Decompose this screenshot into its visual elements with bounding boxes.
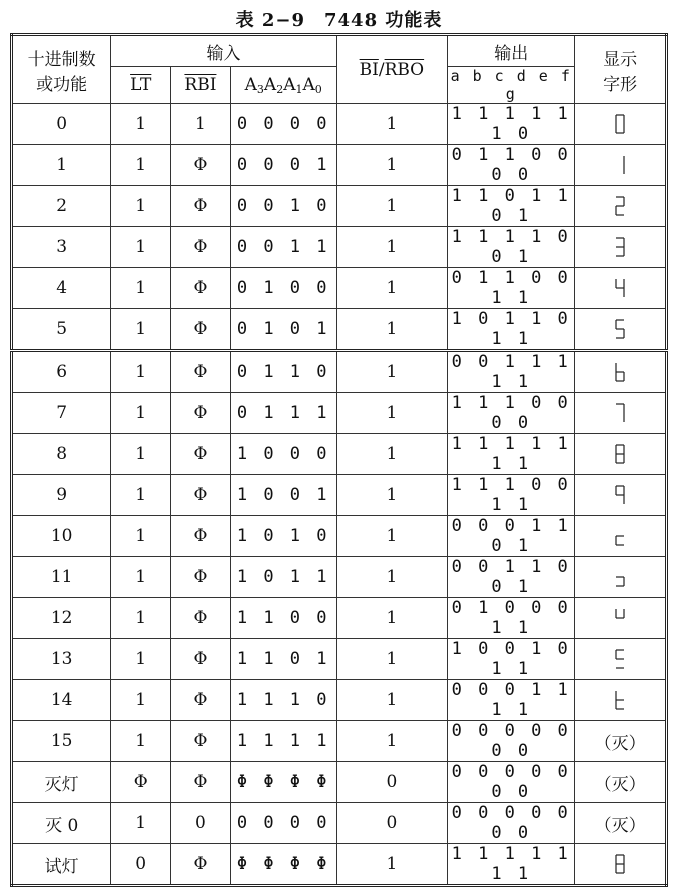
row-bi-rbo: 1 [336, 393, 448, 434]
row-lt: 1 [111, 475, 171, 516]
row-label: 13 [12, 639, 111, 680]
row-label: 7 [12, 393, 111, 434]
table-row [12, 475, 667, 516]
header-inputs: 输入 [111, 35, 336, 67]
row-address: 0 1 0 1 [230, 309, 336, 351]
header-address [230, 67, 336, 104]
row-address: Φ Φ Φ Φ [230, 844, 336, 886]
function-table [10, 33, 668, 887]
row-lt: 1 [111, 557, 171, 598]
row-rbi: Φ [171, 844, 231, 886]
row-label: 灭 0 [12, 803, 111, 844]
row-address: 1 1 1 1 [230, 721, 336, 762]
row-rbi: Φ [171, 516, 231, 557]
row-rbi: Φ [171, 227, 231, 268]
header-rbi-label: $\overline{RBI}$ [184, 75, 217, 95]
seven-segment-glyph [614, 114, 626, 134]
header-rbo: $\overline{RBO}$ [384, 59, 425, 80]
row-display-glyph [575, 639, 667, 680]
row-display-glyph [575, 762, 667, 803]
addr-a1-sub: 1 [295, 82, 303, 96]
row-display-glyph [575, 434, 667, 475]
row-label: 0 [12, 104, 111, 145]
row-outputs: 1 1 1 0 0 1 1 [448, 475, 575, 516]
row-bi-rbo: 1 [336, 309, 448, 351]
row-display-glyph [575, 186, 667, 227]
row-rbi: Φ [171, 145, 231, 186]
row-lt: 1 [111, 680, 171, 721]
row-address: 0 0 0 0 [230, 803, 336, 844]
header-outputs: 输出 [448, 35, 575, 67]
row-address: 0 0 0 1 [230, 145, 336, 186]
row-outputs: 0 1 1 0 0 0 0 [448, 145, 575, 186]
row-display-glyph [575, 227, 667, 268]
addr-a0-sub: 0 [314, 82, 322, 96]
row-bi-rbo: 1 [336, 680, 448, 721]
row-address: 0 1 1 0 [230, 351, 336, 393]
row-bi-rbo: 1 [336, 557, 448, 598]
row-display-glyph [575, 104, 667, 145]
table-row [12, 104, 667, 145]
header-bi-rbo [336, 35, 448, 104]
row-address: 0 0 1 1 [230, 227, 336, 268]
row-outputs: 1 1 0 1 1 0 1 [448, 186, 575, 227]
row-outputs: 1 1 1 1 1 1 1 [448, 844, 575, 886]
row-outputs: 0 0 1 1 0 0 1 [448, 557, 575, 598]
row-address: 0 1 1 1 [230, 393, 336, 434]
row-outputs: 1 0 0 1 0 1 1 [448, 639, 575, 680]
row-outputs: 0 0 0 1 1 0 1 [448, 516, 575, 557]
seven-segment-glyph [614, 237, 626, 257]
table-row [12, 393, 667, 434]
row-rbi: Φ [171, 393, 231, 434]
row-lt: 1 [111, 516, 171, 557]
row-outputs: 0 0 0 0 0 0 0 [448, 721, 575, 762]
table-row [12, 680, 667, 721]
table-body [12, 104, 667, 886]
row-address: 0 0 0 0 [230, 104, 336, 145]
row-rbi: Φ [171, 680, 231, 721]
row-address: 0 1 0 0 [230, 268, 336, 309]
header-bi-sep: / [378, 59, 385, 80]
row-bi-rbo: 0 [336, 762, 448, 803]
header-display [575, 35, 667, 104]
row-bi-rbo: 1 [336, 104, 448, 145]
row-label: 9 [12, 475, 111, 516]
table-row [12, 639, 667, 680]
row-outputs: 1 1 1 0 0 0 0 [448, 393, 575, 434]
table-row [12, 145, 667, 186]
row-bi-rbo: 1 [336, 516, 448, 557]
row-bi-rbo: 0 [336, 803, 448, 844]
row-lt: 1 [111, 721, 171, 762]
row-lt: 1 [111, 803, 171, 844]
row-display-glyph [575, 309, 667, 351]
row-display-glyph [575, 145, 667, 186]
row-label: 14 [12, 680, 111, 721]
header-row-1 [12, 35, 667, 67]
glyph-blank-text: （灭） [594, 774, 646, 795]
row-rbi: Φ [171, 762, 231, 803]
addr-a2-sub: 2 [276, 82, 284, 96]
table-row [12, 268, 667, 309]
row-rbi: 0 [171, 803, 231, 844]
row-address: 0 0 1 0 [230, 186, 336, 227]
row-label: 2 [12, 186, 111, 227]
row-lt: 1 [111, 104, 171, 145]
row-display-glyph [575, 598, 667, 639]
row-label: 11 [12, 557, 111, 598]
seven-segment-glyph [614, 362, 626, 382]
row-display-glyph [575, 721, 667, 762]
row-rbi: Φ [171, 598, 231, 639]
glyph-blank-text: （灭） [594, 815, 646, 836]
seven-segment-glyph [614, 278, 626, 298]
row-lt: 1 [111, 309, 171, 351]
row-bi-rbo: 1 [336, 227, 448, 268]
seven-segment-glyph [614, 690, 626, 710]
row-bi-rbo: 1 [336, 475, 448, 516]
row-address: 1 1 1 0 [230, 680, 336, 721]
row-label: 6 [12, 351, 111, 393]
seven-segment-glyph [614, 567, 626, 587]
row-display-glyph [575, 803, 667, 844]
header-decimal-line2: 或功能 [36, 74, 88, 95]
row-address: 1 1 0 0 [230, 598, 336, 639]
row-lt: 1 [111, 639, 171, 680]
row-lt: 1 [111, 351, 171, 393]
addr-a0: A [302, 74, 315, 95]
row-bi-rbo: 1 [336, 598, 448, 639]
table-row [12, 186, 667, 227]
row-lt: 1 [111, 598, 171, 639]
row-address: 1 0 1 1 [230, 557, 336, 598]
seven-segment-glyph [614, 854, 626, 874]
row-bi-rbo: 1 [336, 639, 448, 680]
header-bi: $\overline{BI}$ [359, 59, 379, 80]
row-label: 1 [12, 145, 111, 186]
table-row [12, 227, 667, 268]
row-rbi: Φ [171, 351, 231, 393]
row-bi-rbo: 1 [336, 268, 448, 309]
row-outputs: 0 0 0 1 1 1 1 [448, 680, 575, 721]
header-rbi [171, 67, 231, 104]
row-outputs: 0 1 1 0 0 1 1 [448, 268, 575, 309]
addr-a1: A [283, 74, 296, 95]
row-address: 1 0 1 0 [230, 516, 336, 557]
row-lt: 0 [111, 844, 171, 886]
table-row [12, 721, 667, 762]
row-lt: 1 [111, 434, 171, 475]
row-outputs: 1 0 1 1 0 1 1 [448, 309, 575, 351]
row-label: 8 [12, 434, 111, 475]
row-rbi: Φ [171, 721, 231, 762]
row-bi-rbo: 1 [336, 186, 448, 227]
table-row [12, 351, 667, 393]
row-address: 1 1 0 1 [230, 639, 336, 680]
row-lt: 1 [111, 186, 171, 227]
row-rbi: Φ [171, 475, 231, 516]
addr-a3-sub: 3 [256, 82, 264, 96]
table-row [12, 762, 667, 803]
row-display-glyph [575, 516, 667, 557]
header-decimal-line1: 十进制数 [27, 49, 96, 70]
row-label: 15 [12, 721, 111, 762]
row-outputs: 0 0 1 1 1 1 1 [448, 351, 575, 393]
seven-segment-glyph [614, 485, 626, 505]
row-outputs: 0 0 0 0 0 0 0 [448, 762, 575, 803]
row-outputs: 1 1 1 1 1 1 0 [448, 104, 575, 145]
row-bi-rbo: 1 [336, 721, 448, 762]
table-row [12, 844, 667, 886]
seven-segment-glyph [614, 196, 626, 216]
row-label: 试灯 [12, 844, 111, 886]
seven-segment-glyph [614, 319, 626, 339]
row-display-glyph [575, 351, 667, 393]
row-display-glyph [575, 844, 667, 886]
row-label: 灭灯 [12, 762, 111, 803]
row-display-glyph [575, 393, 667, 434]
row-lt: 1 [111, 145, 171, 186]
row-rbi: Φ [171, 557, 231, 598]
seven-segment-glyph [614, 155, 626, 175]
row-label: 5 [12, 309, 111, 351]
row-bi-rbo: 1 [336, 434, 448, 475]
row-rbi: 1 [171, 104, 231, 145]
seven-segment-glyph [614, 526, 626, 546]
seven-segment-glyph [614, 608, 626, 628]
header-lt [111, 67, 171, 104]
addr-a2: A [263, 74, 277, 95]
row-outputs: 1 1 1 1 0 0 1 [448, 227, 575, 268]
row-rbi: Φ [171, 309, 231, 351]
row-lt: 1 [111, 227, 171, 268]
row-label: 12 [12, 598, 111, 639]
row-outputs: 0 1 0 0 0 1 1 [448, 598, 575, 639]
addr-a3: A [244, 74, 257, 95]
glyph-blank-text: （灭） [594, 733, 646, 754]
row-lt: 1 [111, 268, 171, 309]
row-address: 1 0 0 0 [230, 434, 336, 475]
row-bi-rbo: 1 [336, 145, 448, 186]
row-address: 1 0 0 1 [230, 475, 336, 516]
row-label: 4 [12, 268, 111, 309]
table-caption: 表 2−9 7448 功能表 [235, 10, 443, 31]
header-decimal-function [12, 35, 111, 104]
row-rbi: Φ [171, 639, 231, 680]
row-display-glyph [575, 475, 667, 516]
row-label: 3 [12, 227, 111, 268]
table-row [12, 557, 667, 598]
row-display-glyph [575, 557, 667, 598]
row-rbi: Φ [171, 268, 231, 309]
row-outputs: 1 1 1 1 1 1 1 [448, 434, 575, 475]
row-rbi: Φ [171, 434, 231, 475]
row-bi-rbo: 1 [336, 844, 448, 886]
seven-segment-glyph [614, 444, 626, 464]
row-rbi: Φ [171, 186, 231, 227]
row-bi-rbo: 1 [336, 351, 448, 393]
table-row [12, 434, 667, 475]
row-lt: Φ [111, 762, 171, 803]
row-display-glyph [575, 268, 667, 309]
row-address: Φ Φ Φ Φ [230, 762, 336, 803]
header-display-line1: 显示 [603, 49, 638, 70]
header-outputs-segments: a b c d e f g [448, 67, 575, 104]
row-display-glyph [575, 680, 667, 721]
row-label: 10 [12, 516, 111, 557]
table-row [12, 803, 667, 844]
row-outputs: 0 0 0 0 0 0 0 [448, 803, 575, 844]
header-lt-label: $\overline{LT}$ [130, 75, 152, 95]
seven-segment-glyph [614, 649, 626, 669]
row-lt: 1 [111, 393, 171, 434]
seven-segment-glyph [614, 403, 626, 423]
table-row [12, 516, 667, 557]
table-row [12, 598, 667, 639]
table-row [12, 309, 667, 351]
header-display-line2: 字形 [603, 74, 638, 95]
